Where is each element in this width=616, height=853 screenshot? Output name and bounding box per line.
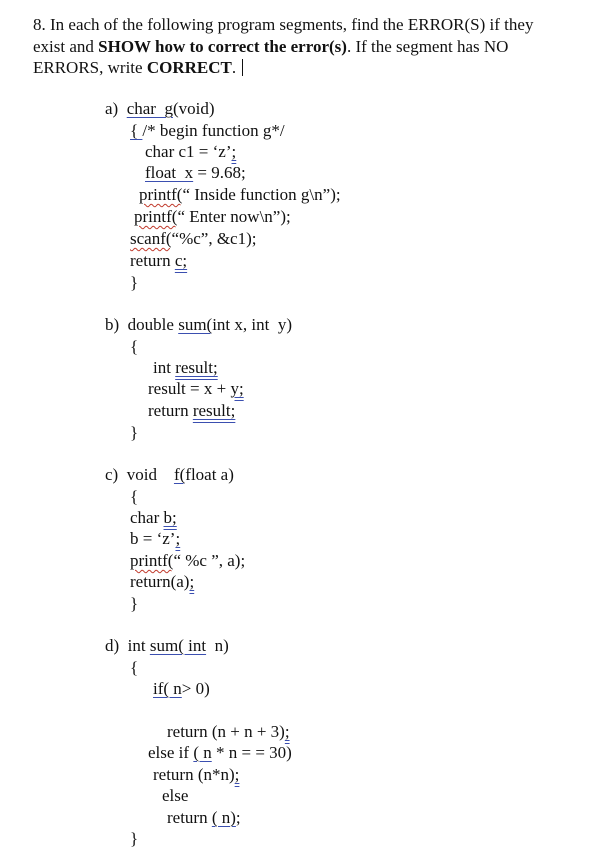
spellcheck-code: printf( — [130, 551, 174, 570]
code-text: else if — [148, 743, 194, 762]
question-line-3 — [33, 57, 603, 79]
spellcheck-code: printf( — [139, 185, 183, 204]
segment-c-line-6 — [130, 572, 194, 592]
underlined-code: ; — [284, 722, 290, 741]
code-text: return (n*n) — [153, 765, 235, 784]
code-text: return — [148, 401, 193, 420]
segment-a-line-7 — [130, 229, 256, 249]
segment-c-line-7: } — [130, 594, 139, 613]
segment-d-line-5 — [148, 743, 292, 763]
underlined-code: ; — [175, 529, 181, 548]
segment-label: d) — [105, 636, 120, 655]
segment-label: c) — [105, 465, 119, 484]
code-text: /* begin function g*/ — [142, 121, 285, 140]
segment-d-line-8 — [167, 808, 241, 828]
code-text: * n = = 30) — [211, 743, 292, 762]
segment-c-line-2: { — [130, 487, 139, 506]
segment-label: a) — [105, 99, 119, 118]
segment-b-line-5 — [148, 401, 235, 421]
code-text: int — [127, 636, 150, 655]
question-line-1: 8. In each of the following program segments, find the ERROR(S) if they — [33, 15, 534, 34]
underlined-code: char g — [126, 99, 173, 118]
segment-a-line-5 — [139, 185, 341, 205]
underlined-code: ; — [234, 765, 240, 784]
code-text: void — [126, 465, 174, 484]
spellcheck-code: printf( — [134, 207, 178, 226]
underlined-code: ( n) — [211, 808, 236, 827]
segment-a-line-2 — [130, 121, 285, 141]
underlined-code: { — [130, 121, 143, 140]
segment-d-line-6 — [153, 765, 239, 785]
segment-d-line-9: } — [130, 829, 139, 848]
code-text: int x, int y) — [212, 315, 293, 334]
segment-d-line-7: else — [162, 786, 189, 805]
segment-b-line-2: { — [130, 337, 139, 356]
underlined-code: ( n — [193, 743, 212, 762]
segment-d-line-1 — [105, 636, 229, 656]
segment-b-line-6: } — [130, 423, 139, 442]
question-line-2 — [33, 36, 603, 58]
code-text: “ Enter now\n”); — [177, 207, 291, 226]
underlined-code: y; — [230, 379, 244, 398]
underlined-code: float x — [145, 163, 194, 182]
q-text: . If the segment has NO — [346, 36, 509, 56]
code-text: “ Inside function g\n”); — [182, 185, 341, 204]
segment-a-line-9: } — [130, 273, 139, 292]
segment-c-line-1 — [105, 465, 234, 485]
code-text: b = ‘z’ — [130, 529, 176, 548]
code-text: return(a) — [130, 572, 190, 591]
segment-c-line-3 — [130, 508, 177, 528]
code-text: = 9.68; — [193, 163, 246, 182]
code-text: return (n + n + 3) — [167, 722, 285, 741]
code-text: ; — [235, 808, 241, 827]
code-text: char c1 = ‘z’ — [145, 142, 232, 161]
underlined-code: if( n — [153, 679, 182, 698]
code-text: > 0) — [181, 679, 210, 698]
code-text: “%c”, &c1); — [171, 229, 257, 248]
segment-label: b) — [105, 315, 120, 334]
q-text: exist and — [33, 36, 99, 56]
code-text: result = x + — [148, 379, 231, 398]
q-bold: CORRECT — [146, 58, 232, 77]
segment-a-line-1 — [105, 99, 215, 119]
segment-d-line-2: { — [130, 658, 139, 677]
underlined-code: c; — [174, 251, 188, 270]
underlined-code: f( — [173, 465, 186, 484]
segment-c-line-4 — [130, 529, 180, 549]
code-text: return — [130, 251, 175, 270]
spellcheck-code: scanf( — [130, 229, 172, 248]
underlined-code: ; — [231, 142, 237, 161]
question-text — [33, 14, 603, 79]
q-bold: SHOW how to correct the error(s) — [98, 36, 347, 56]
segment-a-line-4 — [145, 163, 246, 183]
code-text: (void) — [172, 99, 215, 118]
underlined-code: result; — [175, 358, 218, 377]
q-text: ERRORS, write — [33, 58, 147, 77]
code-text: float a) — [185, 465, 234, 484]
segment-b-line-3 — [153, 358, 218, 378]
segment-d-line-4 — [167, 722, 290, 742]
segment-c-line-5 — [130, 551, 245, 571]
code-text: n) — [206, 636, 229, 655]
underlined-code: result; — [192, 401, 236, 420]
segment-b-line-4 — [148, 379, 244, 399]
segment-a-line-8 — [130, 251, 187, 271]
segment-b-line-1 — [105, 315, 292, 335]
segment-d-line-3 — [153, 679, 210, 699]
underlined-code: b; — [163, 508, 177, 527]
q-text: . — [231, 58, 237, 77]
code-text: “ %c ”, a); — [173, 551, 246, 570]
segment-a-line-3 — [145, 142, 236, 162]
underlined-code: sum( — [178, 315, 213, 334]
underlined-code: sum( int — [149, 636, 207, 655]
code-text: char — [130, 508, 164, 527]
underlined-code: ; — [189, 572, 195, 591]
segment-a-line-6 — [134, 207, 291, 227]
code-text: double — [127, 315, 179, 334]
text-cursor[interactable] — [242, 59, 243, 76]
code-text: return — [167, 808, 212, 827]
code-text: int — [153, 358, 176, 377]
